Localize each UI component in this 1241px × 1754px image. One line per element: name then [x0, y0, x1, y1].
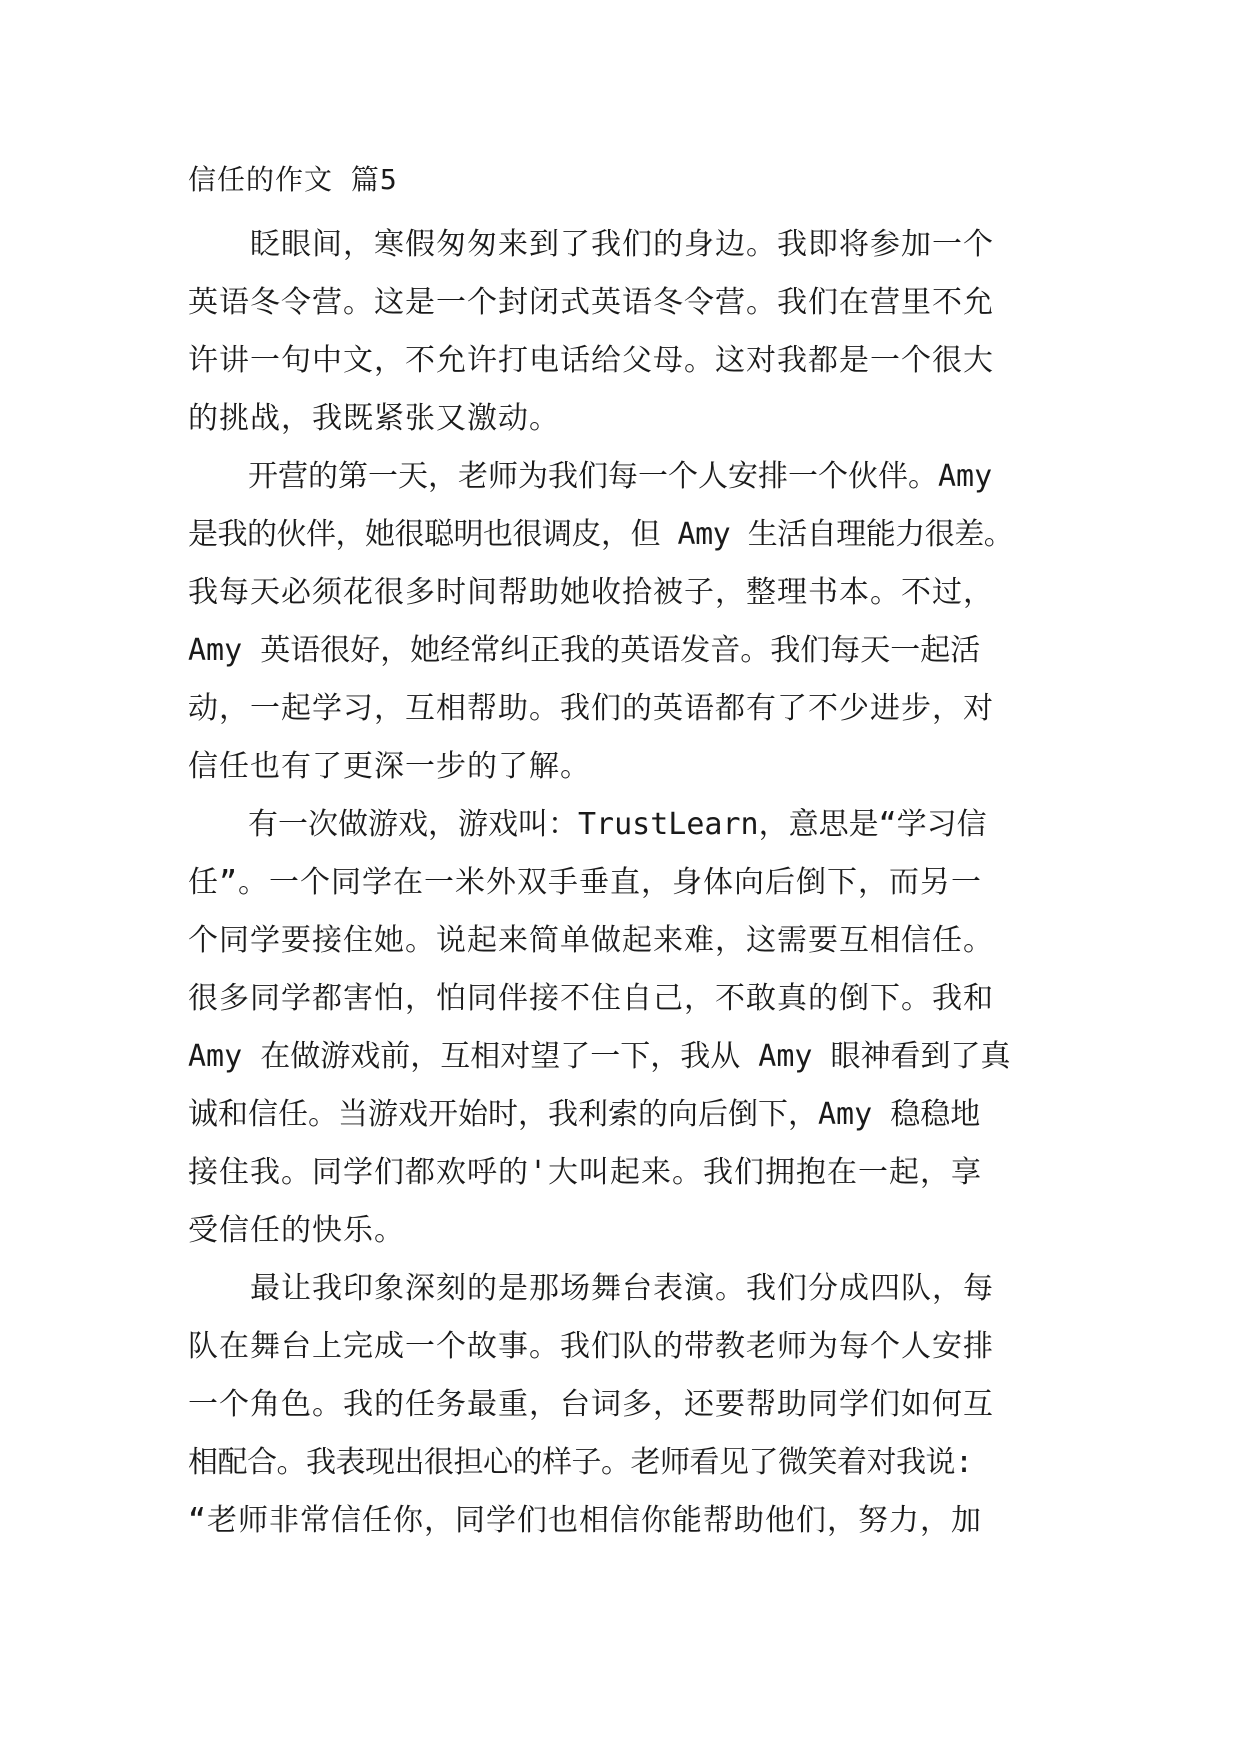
text-line: Amy 在做游戏前，互相对望了一下，我从 Amy 眼神看到了真: [188, 1039, 1011, 1074]
text-line: 个同学要接住她。说起来简单做起来难，这需要互相信任。: [188, 923, 994, 958]
text-line: 诚和信任。当游戏开始时，我利索的向后倒下，Amy 稳稳地: [188, 1097, 981, 1132]
text-line: 开营的第一天，老师为我们每一个人安排一个伙伴。Amy: [188, 459, 993, 494]
paragraph: [188, 448, 1058, 796]
text-line: 有一次做游戏，游戏叫：TrustLearn，意思是“学习信: [188, 807, 987, 842]
paragraph: [188, 216, 1058, 448]
text-line: 的挑战，我既紧张又激动。: [188, 401, 560, 436]
text-line: 接住我。同学们都欢呼的'大叫起来。我们拥抱在一起，享: [188, 1155, 983, 1190]
text-line: 我每天必须花很多时间帮助她收拾被子，整理书本。不过，: [188, 575, 994, 610]
text-line: 一个角色。我的任务最重，台词多，还要帮助同学们如何互: [188, 1387, 994, 1422]
text-line: Amy 英语很好，她经常纠正我的英语发音。我们每天一起活: [188, 633, 981, 668]
text-line: 动，一起学习，互相帮助。我们的英语都有了不少进步，对: [188, 691, 994, 726]
text-line: 很多同学都害怕，怕同伴接不住自己，不敢真的倒下。我和: [188, 981, 994, 1016]
text-line: 信任也有了更深一步的了解。: [188, 749, 591, 784]
text-line: 最让我印象深刻的是那场舞台表演。我们分成四队，每: [188, 1271, 994, 1306]
text-line: 是我的伙伴，她很聪明也很调皮，但 Amy 生活自理能力很差。: [188, 517, 1014, 552]
document-body: [188, 160, 1058, 1550]
text-line: 眨眼间，寒假匆匆来到了我们的身边。我即将参加一个: [188, 227, 994, 262]
text-line: 队在舞台上完成一个故事。我们队的带教老师为每个人安排: [188, 1329, 994, 1364]
text-line: “老师非常信任你，同学们也相信你能帮助他们，努力，加: [188, 1503, 983, 1538]
text-line: 受信任的快乐。: [188, 1213, 405, 1248]
document-title: 信任的作文 篇5: [188, 163, 398, 196]
paragraph: [188, 796, 1058, 1260]
text-line: 相配合。我表现出很担心的样子。老师看见了微笑着对我说:: [188, 1445, 973, 1480]
text-line: 许讲一句中文，不允许打电话给父母。这对我都是一个很大: [188, 343, 994, 378]
paragraph: [188, 1260, 1058, 1550]
text-line: 任”。一个同学在一米外双手垂直，身体向后倒下，而另一: [188, 865, 983, 900]
text-line: 英语冬令营。这是一个封闭式英语冬令营。我们在营里不允: [188, 285, 994, 320]
